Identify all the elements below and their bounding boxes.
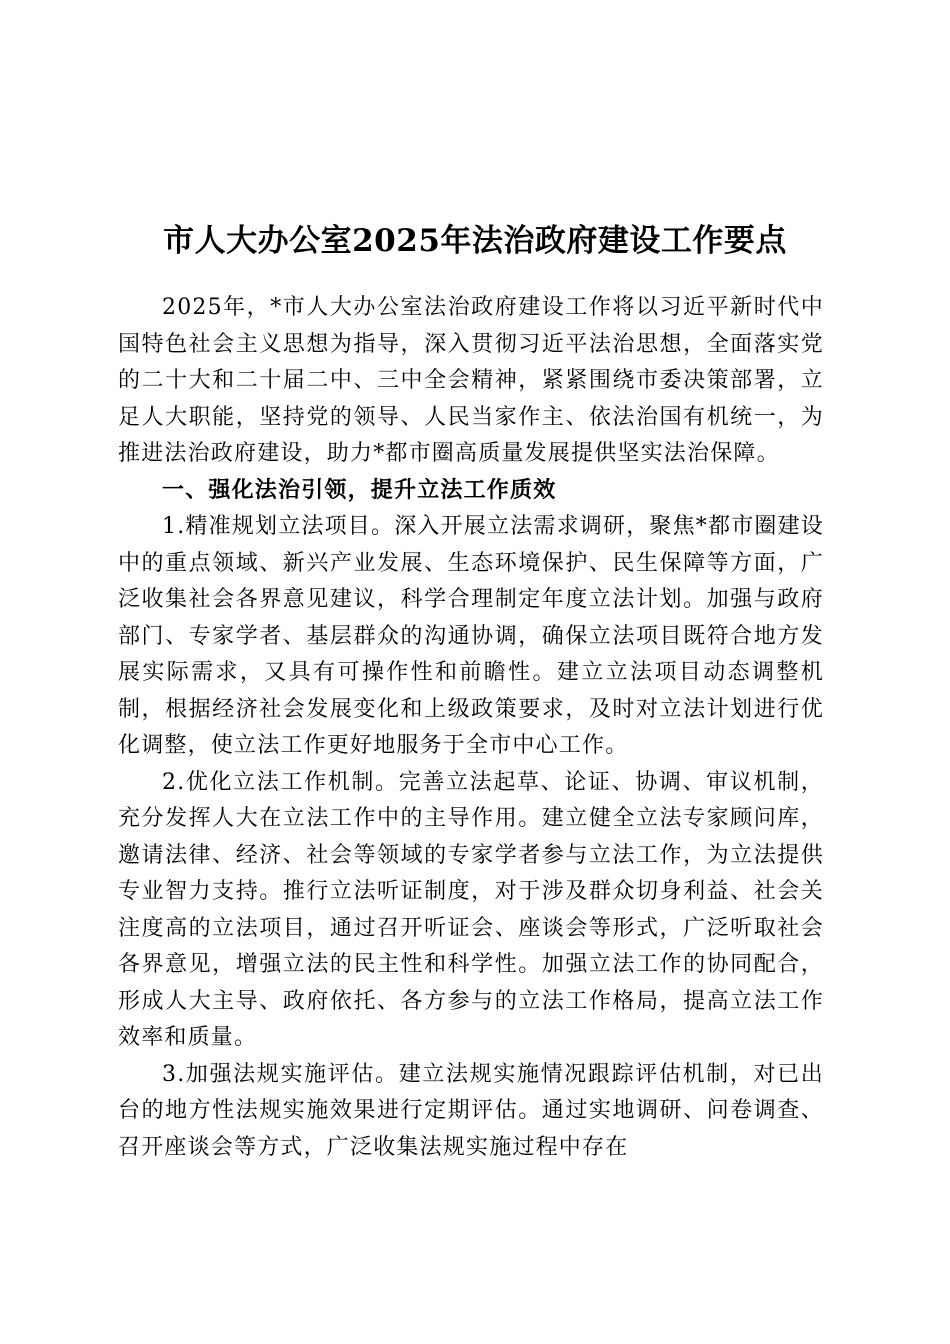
page-title: 市人大办公室2025年法治政府建设工作要点: [163, 222, 787, 259]
paragraph-item-3: 3.加强法规实施评估。建立法规实施情况跟踪评估机制，对已出台的地方性法规实施效果进行定期评估。通过实地调研、问卷调查、召开座谈会等方式，广泛收集法规实施过程中存在: [118, 1061, 824, 1160]
paragraph-item-1: 1.精准规划立法项目。深入开展立法需求调研，聚焦*都市圈建设中的重点领域、新兴产业发展、生态环境保护、民生保障等方面，广泛收集社会各界意见建议，科学合理制定年度立法计划。加强与政府部门、专家学者、基层群众的沟通协调，确保立法项目既符合地方发展实际需求，又具有可操作性和前瞻性。建立立法项目动态调整机制，根据经济社会发展变化和上级政策要求，及时对立法计划进行优化调整，使立法工作更好地服务于全市中心工作。: [118, 514, 824, 758]
section-heading-1: 一、强化法治引领，提升立法工作质效: [162, 477, 557, 503]
paragraph-item-2: 2.优化立法工作机制。完善立法起草、论证、协调、审议机制，充分发挥人大在立法工作中的主导作用。建立健全立法专家顾问库，邀请法律、经济、社会等领域的专家学者参与立法工作，为立法提供专业智力支持。推行立法听证制度，对于涉及群众切身利益、社会关注度高的立法项目，通过召开听证会、座谈会等形式，广泛听取社会各界意见，增强立法的民主性和科学性。加强立法工作的协同配合，形成人大主导、政府依托、各方参与的立法工作格局，提高立法工作效率和质量。: [118, 769, 824, 1050]
document-body: [118, 290, 824, 1166]
intro-paragraph: 2025年，*市人大办公室法治政府建设工作将以习近平新时代中国特色社会主义思想为指导，深入贯彻习近平法治思想，全面落实党的二十大和二十届二中、三中全会精神，紧紧围绕市委决策部署，立足人大职能，坚持党的领导、人民当家作主、依法治国有机统一，为推进法治政府建设，助力*都市圈高质量发展提供坚实法治保障。: [118, 295, 824, 466]
